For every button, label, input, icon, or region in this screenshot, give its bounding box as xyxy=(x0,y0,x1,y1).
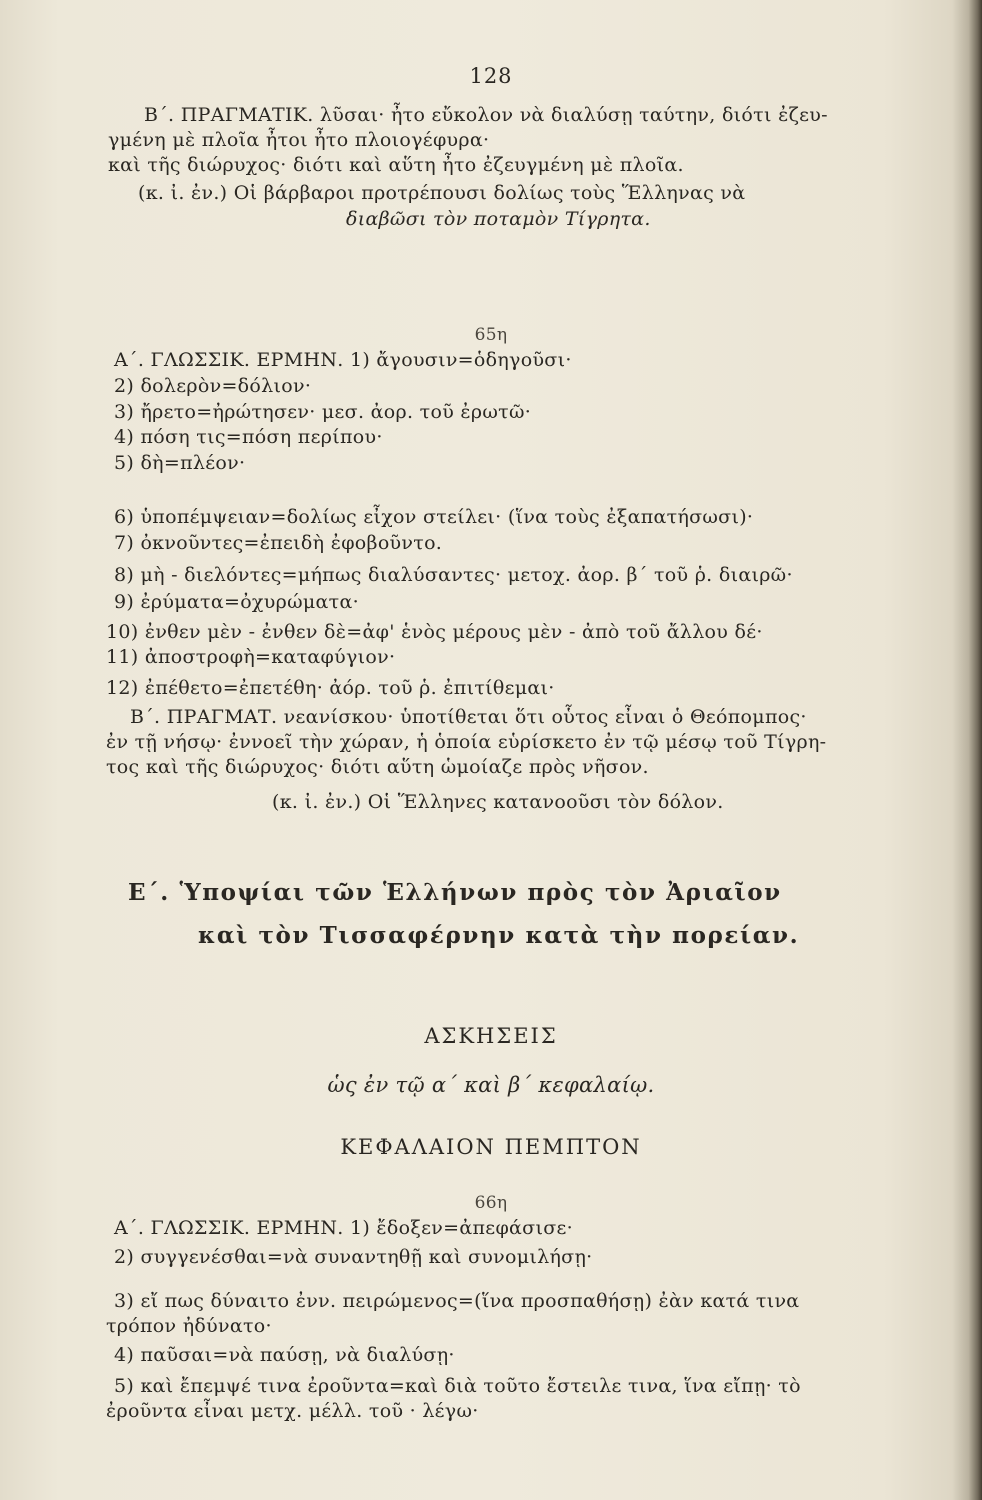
b1-line-2: γμένη μὲ πλοῖα ἦτοι ἦτο πλοιογέφυρα· xyxy=(108,129,490,151)
exercises-title: ΑΣΚΗΣΕΙΣ xyxy=(424,1024,558,1048)
chapter-heading-e-line-1: Ε΄. Ὑποψίαι τῶν Ἑλλήνων πρὸς τὸν Ἀριαῖον xyxy=(128,879,782,906)
b65-line-2: ἐν τῇ νήσῳ· ἐννοεῖ τὴν χώραν, ἡ ὁποία εὑρίσκετο ἐν τῷ μέσῳ τοῦ Τίγρη- xyxy=(106,731,827,753)
a65-line-10: 10) ἐνθεν μὲν - ἐνθεν δὲ=ἀφ' ἑνὸς μέρους μὲν - ἀπὸ τοῦ ἄλλου δέ· xyxy=(106,621,763,643)
section-number-65: 65η xyxy=(474,325,508,345)
a65-line-8: 8) μὴ - διελόντες=μήπως διαλύσαντες· μετοχ. ἀορ. β΄ τοῦ ῥ. διαιρῶ· xyxy=(114,564,793,586)
a65-line-4: 4) πόση τις=πόση περίπου· xyxy=(114,426,383,448)
a66-line-5: 4) παῦσαι=νὰ παύσῃ, νὰ διαλύσῃ· xyxy=(114,1344,455,1366)
a65-line-9: 9) ἐρύματα=ὀχυρώματα· xyxy=(114,591,359,613)
a65-line-12: 12) ἐπέθετο=ἐπετέθη· ἀόρ. τοῦ ῥ. ἐπιτίθεμαι· xyxy=(106,677,555,699)
chapter-heading-e-line-2: καὶ τὸν Τισσαφέρνην κατὰ τὴν πορείαν. xyxy=(198,922,800,949)
section-number-66: 66η xyxy=(474,1193,508,1213)
a65-line-1: Α΄. ΓΛΩΣΣΙΚ. ΕΡΜΗΝ. 1) ἄγουσιν=ὁδηγοῦσι· xyxy=(114,349,572,371)
a65-line-6: 6) ὑποπέμψειαν=δολίως εἶχον στείλει· (ἵνα τοὺς ἐξαπατήσωσι)· xyxy=(114,506,754,528)
a65-line-5: 5) δὴ=πλέον· xyxy=(114,452,246,474)
a65-line-3: 3) ἤρετο=ἠρώτησεν· μεσ. ἀορ. τοῦ ἐρωτῶ· xyxy=(114,401,532,423)
a66-line-6: 5) καὶ ἔπεμψέ τινα ἐροῦντα=καὶ διὰ τοῦτο ἔστειλε τινα, ἵνα εἴπῃ· τὸ xyxy=(114,1375,801,1397)
a65-line-7: 7) ὀκνοῦντες=ἐπειδὴ ἐφοβοῦντο. xyxy=(114,532,443,554)
b65-line-3: τος καὶ τῆς διώρυχος· διότι αὕτη ὡμοίαζε πρὸς νῆσον. xyxy=(106,756,649,778)
b1-line-1: Β΄. ΠΡΑΓΜΑΤΙΚ. λῦσαι· ἦτο εὔκολον νὰ διαλύσῃ ταύτην, διότι ἐζευ- xyxy=(144,104,828,126)
b1-line-3: καὶ τῆς διώρυχος· διότι καὶ αὕτη ἦτο ἐζευγμένη μὲ πλοῖα. xyxy=(108,154,684,176)
a66-line-7: ἐροῦντα εἶναι μετχ. μέλλ. τοῦ · λέγω· xyxy=(106,1400,479,1422)
a66-line-1: Α΄. ΓΛΩΣΣΙΚ. ΕΡΜΗΝ. 1) ἔδοξεν=ἀπεφάσισε· xyxy=(114,1217,573,1239)
a66-line-3: 3) εἴ πως δύναιτο ἐνν. πειρώμενος=(ἵνα προσπαθήσῃ) ἐὰν κατά τινα xyxy=(114,1290,800,1312)
a66-line-4: τρόπον ἠδύνατο· xyxy=(106,1315,272,1337)
exercises-subtitle: ὡς ἐν τῷ α΄ καὶ β΄ κεφαλαίῳ. xyxy=(327,1073,655,1097)
chapter-five-title: ΚΕΦΑΛΑΙΟΝ ΠΕΜΠΤΟΝ xyxy=(340,1135,642,1159)
a65-line-2: 2) δολερὸν=δόλιον· xyxy=(114,375,312,397)
page-edge-shadow xyxy=(952,0,982,1500)
b1-line-5: διαβῶσι τὸν ποταμὸν Τίγρητα. xyxy=(346,208,651,230)
a66-line-2: 2) συγγενέσθαι=νὰ συναντηθῇ καὶ συνομιλήσῃ· xyxy=(114,1246,593,1268)
b1-line-4: (κ. ἰ. ἐν.) Οἱ βάρβαροι προτρέπουσι δολίως τοὺς Ἕλληνας νὰ xyxy=(138,182,746,204)
b65-line-1: Β΄. ΠΡΑΓΜΑΤ. νεανίσκου· ὑποτίθεται ὅτι οὗτος εἶναι ὁ Θεόπομπος· xyxy=(130,706,807,728)
page-number: 128 xyxy=(469,64,513,88)
b65-line-4: (κ. ἰ. ἐν.) Οἱ Ἕλληνες κατανοοῦσι τὸν δόλον. xyxy=(272,791,724,813)
a65-line-11: 11) ἀποστροφὴ=καταφύγιον· xyxy=(106,646,396,668)
